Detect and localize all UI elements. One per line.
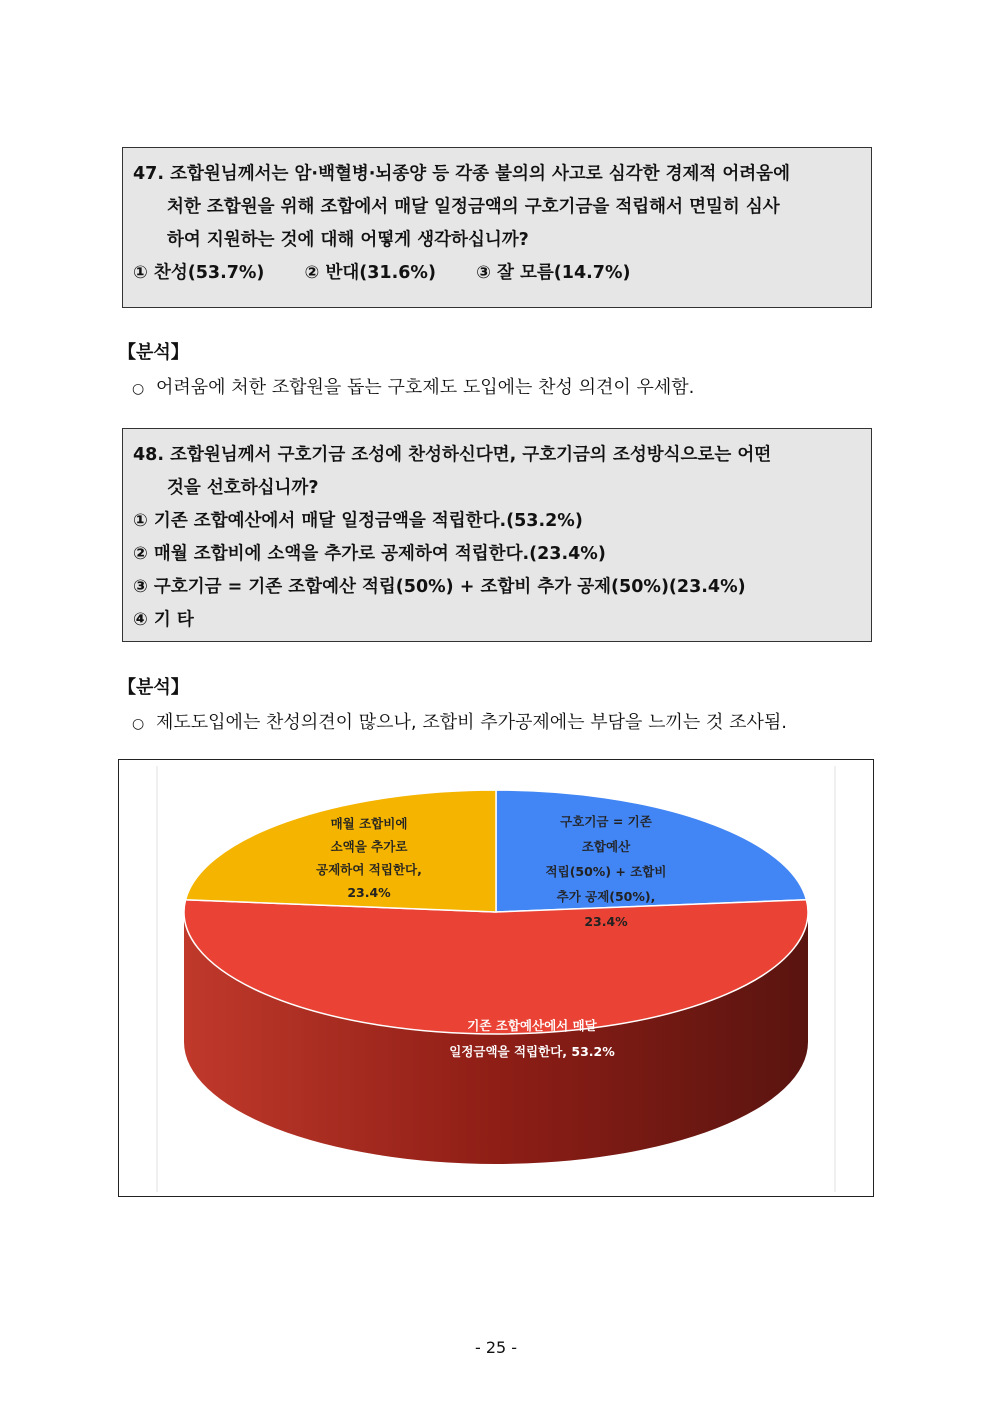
q48-line-2: 것을 선호하십니까?: [167, 478, 319, 498]
pie-chart: [119, 760, 873, 1196]
q47-line-2: 처한 조합원을 위해 조합에서 매달 일정금액의 구호기금을 적립해서 면밀히 심사: [167, 197, 780, 217]
q48-option-2: ② 매월 조합비에 소액을 추가로 공제하여 적립한다.(23.4%): [133, 544, 606, 564]
question-48-box: [122, 428, 872, 642]
q47-option-2: ② 반대(31.6%): [304, 263, 436, 283]
question-47-box: [122, 147, 872, 308]
circle-bullet-icon: ○: [132, 716, 145, 732]
pie-label-line: 매월 조합비에: [330, 816, 408, 831]
page-number: - 25 -: [474, 1338, 518, 1357]
q47-option-1: ① 찬성(53.7%): [133, 263, 265, 283]
pie-label-line: 공제하여 적립한다,: [316, 862, 422, 877]
analysis-2-bullet: [132, 708, 787, 734]
q48-option-1: ① 기존 조합예산에서 매달 일정금액을 적립한다.(53.2%): [133, 511, 583, 531]
q47-options: [133, 257, 861, 290]
analysis-2-heading: 【분석】: [118, 677, 189, 698]
q47-line-3: 하여 지원하는 것에 대해 어떻게 생각하십니까?: [167, 230, 529, 250]
q48-option-3: ③ 구호기금 = 기존 조합예산 적립(50%) + 조합비 추가 공제(50%)(23.4%): [133, 577, 746, 597]
pie-label-line: 일정금액을 적립한다, 53.2%: [449, 1044, 615, 1059]
q48-option-4: ④ 기 타: [133, 610, 194, 630]
pie-label-line: 구호기금 = 기존: [560, 814, 652, 829]
analysis-2-text: 제도도입에는 찬성의견이 많으나, 조합비 추가공제에는 부담을 느끼는 것 조사됨.: [156, 712, 788, 733]
q47-line-1: 47. 조합원님께서는 암·백혈병·뇌종양 등 각종 불의의 사고로 심각한 경제적 어려움에: [133, 164, 790, 184]
pie-label-line: 23.4%: [347, 885, 391, 900]
analysis-1-text: 어려움에 처한 조합원을 돕는 구호제도 도입에는 찬성 의견이 우세함.: [156, 377, 695, 398]
q47-option-3: ③ 잘 모름(14.7%): [476, 263, 631, 283]
pie-chart-frame: [118, 759, 874, 1197]
pie-label-line: 23.4%: [584, 914, 628, 929]
pie-label-line: 기존 조합예산에서 매달: [467, 1018, 597, 1033]
pie-label-line: 적립(50%) + 조합비: [545, 864, 667, 879]
pie-label-line: 소액을 추가로: [330, 839, 408, 854]
analysis-1-heading: 【분석】: [118, 342, 189, 363]
pie-label-line: 추가 공제(50%),: [556, 889, 656, 904]
pie-label-line: 조합예산: [581, 839, 631, 854]
analysis-1-bullet: [132, 373, 694, 399]
circle-bullet-icon: ○: [132, 381, 145, 397]
q48-line-1: 48. 조합원님께서 구호기금 조성에 찬성하신다면, 구호기금의 조성방식으로는 어떤: [133, 445, 772, 465]
